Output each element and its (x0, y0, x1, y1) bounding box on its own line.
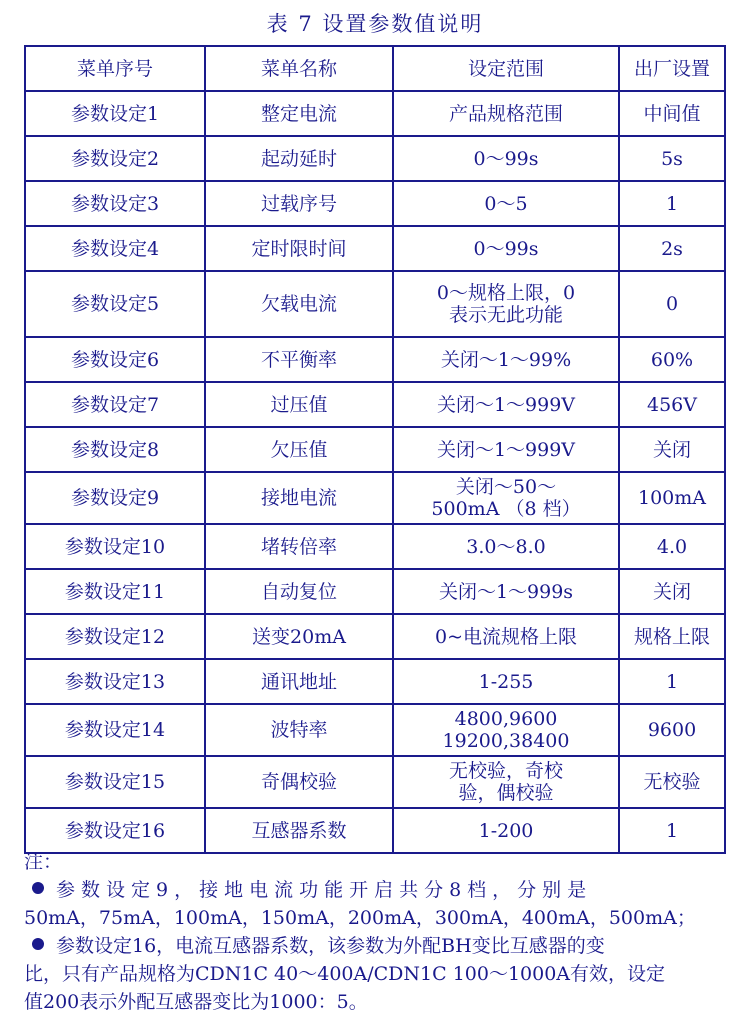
table-row (25, 472, 725, 524)
table-row (25, 756, 725, 808)
menu-name-cell: 互感器系数 (205, 808, 393, 853)
notes-section (24, 848, 730, 1016)
menu-number-cell: 参数设定8 (25, 427, 205, 472)
factory-setting-cell: 规格上限 (619, 614, 725, 659)
setting-range-line: 0～99s (473, 147, 539, 170)
table-row (25, 524, 725, 569)
note-1-second-line: 50mA，75mA，100mA，150mA，200mA，300mA，400mA，500mA； (24, 907, 696, 929)
factory-setting-cell: 2s (619, 226, 725, 271)
menu-number-cell: 参数设定6 (25, 337, 205, 382)
note-2-text: 参数设定16，电流互感器系数，该参数为外配BH变比互感器的变 (56, 935, 605, 957)
factory-setting-cell: 9600 (619, 704, 725, 756)
note-2-second-line: 比，只有产品规格为CDN1C 40～400A/CDN1C 100～1000A有效，设定 (24, 963, 666, 985)
menu-name-cell: 定时限时间 (205, 226, 393, 271)
menu-name-cell: 欠载电流 (205, 271, 393, 337)
factory-setting-cell: 关闭 (619, 427, 725, 472)
setting-range-cell (393, 427, 619, 472)
table-row (25, 569, 725, 614)
setting-range-line: 关闭～50～ (455, 476, 557, 498)
setting-range-line: 500mA （8 档） (431, 498, 581, 520)
table-row (25, 808, 725, 853)
factory-setting-cell: 5s (619, 136, 725, 181)
menu-number-cell: 参数设定7 (25, 382, 205, 427)
parameter-table-body (25, 91, 725, 853)
setting-range-line: 产品规格范围 (448, 102, 563, 125)
setting-range-line: 3.0～8.0 (466, 535, 546, 558)
table-row (25, 181, 725, 226)
note-1-text: 参数设定9，接地电流功能开启共分8档，分别是 (56, 879, 593, 901)
menu-number-cell: 参数设定10 (25, 524, 205, 569)
menu-number-cell: 参数设定9 (25, 472, 205, 524)
menu-name-cell: 不平衡率 (205, 337, 393, 382)
menu-name-cell: 过载序号 (205, 181, 393, 226)
menu-number-cell: 参数设定15 (25, 756, 205, 808)
parameter-table (24, 45, 726, 854)
menu-name-cell: 接地电流 (205, 472, 393, 524)
menu-name-cell: 奇偶校验 (205, 756, 393, 808)
note-1-first-line (24, 876, 730, 904)
setting-range-line: 关闭～1～999V (436, 393, 576, 416)
menu-name-cell: 通讯地址 (205, 659, 393, 704)
factory-setting-cell: 4.0 (619, 524, 725, 569)
factory-setting-cell: 60% (619, 337, 725, 382)
table-row (25, 704, 725, 756)
setting-range-line: 1-200 (478, 819, 534, 842)
note-2-first-line (24, 932, 730, 960)
setting-range-line: 关闭～1～99% (440, 348, 572, 371)
table-title: 表 7 设置参数值说明 (266, 12, 484, 36)
table-row (25, 614, 725, 659)
notes-label: 注： (24, 851, 63, 873)
setting-range-line: 表示无此功能 (448, 304, 563, 326)
menu-name-cell: 过压值 (205, 382, 393, 427)
menu-number-cell: 参数设定12 (25, 614, 205, 659)
menu-name-cell: 堵转倍率 (205, 524, 393, 569)
table-row (25, 226, 725, 271)
menu-number-cell: 参数设定2 (25, 136, 205, 181)
setting-range-line: 验，偶校验 (458, 782, 554, 804)
table-row (25, 382, 725, 427)
factory-setting-cell: 1 (619, 808, 725, 853)
setting-range-cell (393, 91, 619, 136)
factory-setting-cell: 456V (619, 382, 725, 427)
setting-range-cell (393, 756, 619, 808)
setting-range-cell (393, 524, 619, 569)
setting-range-cell (393, 472, 619, 524)
setting-range-line: 无校验，奇校 (448, 760, 563, 782)
factory-setting-cell: 中间值 (619, 91, 725, 136)
table-row (25, 427, 725, 472)
header-setting-range: 设定范围 (393, 46, 619, 91)
factory-setting-cell: 1 (619, 181, 725, 226)
factory-setting-cell: 1 (619, 659, 725, 704)
menu-number-cell: 参数设定14 (25, 704, 205, 756)
setting-range-line: 19200,38400 (442, 730, 570, 752)
setting-range-cell (393, 271, 619, 337)
table-row (25, 136, 725, 181)
factory-setting-cell: 0 (619, 271, 725, 337)
factory-setting-cell: 无校验 (619, 756, 725, 808)
setting-range-cell (393, 808, 619, 853)
setting-range-line: 4800,9600 (454, 708, 558, 730)
table-header-row (25, 46, 725, 91)
menu-name-cell: 整定电流 (205, 91, 393, 136)
setting-range-line: 1-255 (478, 670, 534, 693)
header-factory-setting: 出厂设置 (619, 46, 725, 91)
setting-range-line: 0~电流规格上限 (434, 625, 577, 648)
menu-name-cell: 送变20mA (205, 614, 393, 659)
menu-name-cell: 自动复位 (205, 569, 393, 614)
table-row (25, 337, 725, 382)
menu-name-cell: 波特率 (205, 704, 393, 756)
setting-range-cell (393, 704, 619, 756)
table-row (25, 91, 725, 136)
table-row (25, 271, 725, 337)
menu-name-cell: 起动延时 (205, 136, 393, 181)
menu-number-cell: 参数设定5 (25, 271, 205, 337)
setting-range-line: 关闭～1～999s (438, 580, 574, 603)
menu-number-cell: 参数设定11 (25, 569, 205, 614)
setting-range-line: 关闭～1～999V (436, 438, 576, 461)
menu-number-cell: 参数设定3 (25, 181, 205, 226)
setting-range-cell (393, 337, 619, 382)
setting-range-cell (393, 659, 619, 704)
setting-range-cell (393, 181, 619, 226)
factory-setting-cell: 100mA (619, 472, 725, 524)
setting-range-line: 0～5 (484, 192, 528, 215)
menu-number-cell: 参数设定16 (25, 808, 205, 853)
setting-range-cell (393, 614, 619, 659)
setting-range-line: 0～99s (473, 237, 539, 260)
factory-setting-cell: 关闭 (619, 569, 725, 614)
table-row (25, 659, 725, 704)
bullet-icon (32, 938, 44, 950)
menu-number-cell: 参数设定13 (25, 659, 205, 704)
setting-range-line: 0～规格上限，0 (436, 282, 576, 304)
menu-name-cell: 欠压值 (205, 427, 393, 472)
bullet-icon (32, 882, 44, 894)
menu-number-cell: 参数设定4 (25, 226, 205, 271)
setting-range-cell (393, 569, 619, 614)
menu-number-cell: 参数设定1 (25, 91, 205, 136)
header-menu-number: 菜单序号 (25, 46, 205, 91)
setting-range-cell (393, 136, 619, 181)
setting-range-cell (393, 382, 619, 427)
header-menu-name: 菜单名称 (205, 46, 393, 91)
setting-range-cell (393, 226, 619, 271)
note-2-third-line: 值200表示外配互感器变比为1000：5。 (24, 991, 368, 1013)
